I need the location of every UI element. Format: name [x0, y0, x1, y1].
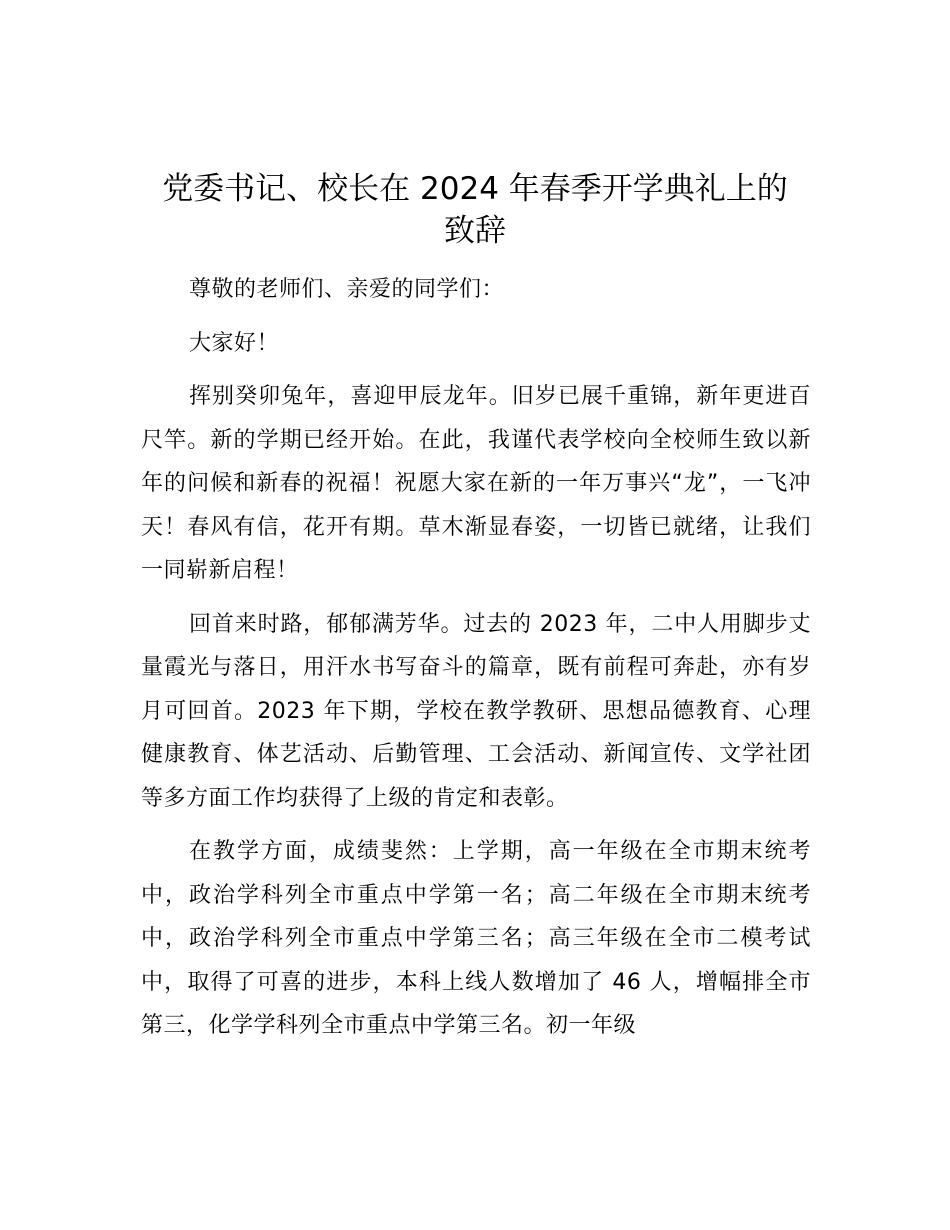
salutation: 尊敬的老师们、亲爱的同学们： — [189, 277, 505, 302]
paragraph-review: 回首来时路，郁郁满芳华。过去的 2023 年，二中人用脚步丈量霞光与落日，用汗水书写奋斗的篇章，既有前程可奔赴，亦有岁月可回首。2023 年下期，学校在教学教研、思想品德教育、心理健康教育、体艺活动、后勤管理、工会活动、新闻宣传、文学社团等多方面工作均获得了上级的肯定和表彰。 — [141, 611, 811, 811]
paragraph-new-year: 挥别癸卯兔年，喜迎甲辰龙年。旧岁已展千重锦，新年更进百尺竿。新的学期已经开始。在此，我谨代表学校向全校师生致以新年的问候和新春的祝福！祝愿大家在新的一年万事兴“龙”，一飞冲天！春风有信，花开有期。草木渐显春姿，一切皆已就绪，让我们一同崭新启程！ — [141, 384, 811, 583]
document-title: 党委书记、校长在 2024 年春季开学典礼上的 致辞 — [162, 171, 788, 249]
document-body — [141, 268, 811, 1058]
greeting: 大家好！ — [189, 330, 280, 356]
paragraph-teaching: 在教学方面，成绩斐然：上学期，高一年级在全市期末统考中，政治学科列全市重点中学第一名；高二年级在全市期末统考中，政治学科列全市重点中学第三名；高三年级在全市二模考试中，取得了可喜的进步，本科上线人数增加了 46 人，增幅排全市第三，化学学科列全市重点中学第三名。初一年级 — [141, 839, 811, 1038]
